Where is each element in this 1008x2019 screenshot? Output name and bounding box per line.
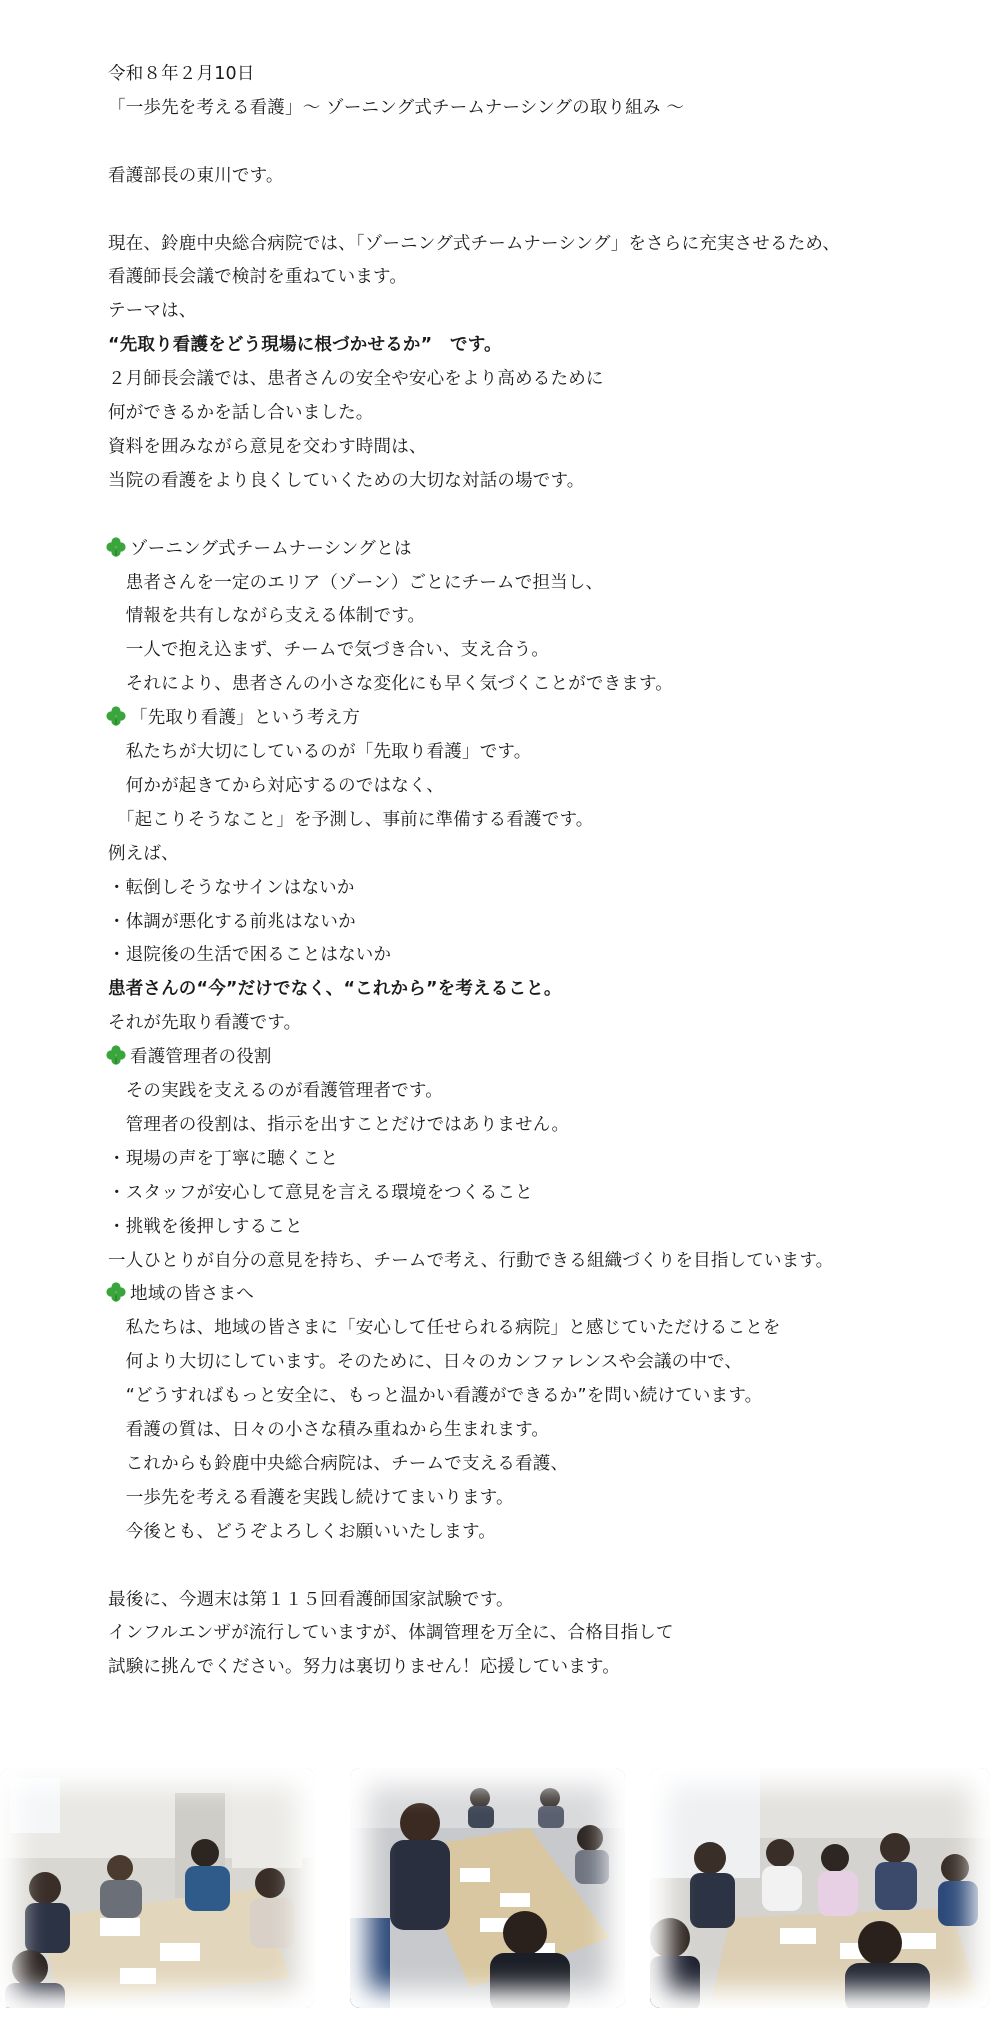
line-text: ゾーニング式チームナーシングとは bbox=[130, 538, 412, 559]
clover-icon bbox=[106, 1282, 126, 1302]
clover-icon bbox=[106, 706, 126, 726]
text-line bbox=[108, 1010, 301, 1036]
text-line bbox=[108, 1383, 762, 1409]
line-text: 最後に、今週末は第１１５回看護師国家試験です。 bbox=[108, 1589, 514, 1610]
line-text: 患者さんを一定のエリア（ゾーン）ごとにチームで担当し、 bbox=[108, 572, 604, 593]
text-line bbox=[108, 671, 673, 697]
text-line bbox=[108, 1654, 620, 1680]
line-text: “先取り看護をどう現場に根づかせるか” です。 bbox=[108, 335, 502, 356]
text-line bbox=[108, 1214, 303, 1240]
text-line bbox=[108, 1587, 514, 1613]
section-heading bbox=[106, 536, 412, 562]
line-text: 私たちは、地域の皆さまに「安心して任せられる病院」と感じていただけることを bbox=[108, 1318, 781, 1339]
line-text: 現在、鈴鹿中央総合病院では、「ゾーニング式チームナーシング」をさらに充実させるため、 bbox=[108, 233, 841, 254]
text-line bbox=[108, 773, 444, 799]
line-text: その実践を支えるのが看護管理者です。 bbox=[108, 1081, 443, 1101]
text-line bbox=[108, 298, 197, 324]
line-text: それが先取り看護です。 bbox=[108, 1013, 302, 1034]
text-line bbox=[108, 95, 684, 121]
line-text: ・現場の声を丁寧に聴くこと bbox=[108, 1148, 339, 1169]
meeting-photo-1 bbox=[0, 1768, 315, 2008]
text-line bbox=[108, 807, 593, 833]
text-line bbox=[108, 1078, 443, 1104]
line-text: ・体調が悪化する前兆はないか bbox=[108, 911, 356, 932]
text-line bbox=[108, 1315, 781, 1341]
text-line bbox=[108, 942, 391, 968]
line-text: 例えば、 bbox=[108, 843, 179, 864]
line-text: ・スタッフが安心して意見を言える環境をつくること bbox=[108, 1182, 533, 1203]
text-line bbox=[108, 841, 179, 867]
text-line bbox=[108, 434, 427, 460]
line-text: ・転倒しそうなサインはないか bbox=[108, 877, 355, 898]
text-line bbox=[108, 231, 840, 257]
text-line bbox=[108, 875, 355, 901]
text-line bbox=[108, 1112, 569, 1138]
line-text: テーマは、 bbox=[108, 301, 197, 322]
text-line bbox=[108, 1146, 338, 1172]
line-text: ・退院後の生活で困ることはないか bbox=[108, 945, 392, 966]
line-text: 地域の皆さまへ bbox=[130, 1284, 254, 1305]
text-line bbox=[108, 332, 502, 358]
text-line bbox=[108, 400, 374, 426]
line-text: 当院の看護をより良くしていくための大切な対話の場です。 bbox=[108, 470, 585, 491]
text-line bbox=[108, 603, 425, 629]
text-line bbox=[108, 468, 585, 494]
line-text: 看護の質は、日々の小さな積み重ねから生まれます。 bbox=[108, 1420, 550, 1440]
line-text: 何ができるかを話し合いました。 bbox=[108, 403, 374, 423]
clover-icon bbox=[106, 537, 126, 557]
text-line bbox=[108, 163, 284, 189]
text-line bbox=[108, 570, 603, 596]
photo-strip bbox=[0, 1768, 1008, 2008]
text-line bbox=[108, 1485, 514, 1511]
text-line bbox=[108, 1519, 496, 1545]
line-text: 一人で抱え込まず、チームで気づき合い、支え合う。 bbox=[108, 640, 550, 661]
line-text: 「先取り看護」という考え方 bbox=[130, 708, 361, 729]
line-text: 看護管理者の役割 bbox=[130, 1047, 272, 1068]
text-line bbox=[108, 366, 604, 392]
line-text: 何より大切にしています。そのために、日々のカンファレンスや会議の中で、 bbox=[108, 1352, 743, 1373]
line-text: “どうすればもっと安全に、もっと温かい看護ができるか”を問い続けています。 bbox=[108, 1386, 763, 1407]
line-text: インフルエンザが流行していますが、体調管理を万全に、合格目指して bbox=[108, 1623, 674, 1644]
text-line bbox=[108, 976, 562, 1002]
line-text: 「起こりそうなこと」を予測し、事前に準備する看護です。 bbox=[108, 809, 594, 830]
meeting-photo-2 bbox=[350, 1768, 625, 2008]
section-heading bbox=[106, 705, 360, 731]
line-text: ・挑戦を後押しすること bbox=[108, 1216, 303, 1237]
clover-icon bbox=[106, 1045, 126, 1065]
section-heading bbox=[106, 1281, 254, 1307]
text-line bbox=[108, 61, 255, 87]
text-line bbox=[108, 739, 531, 765]
text-line bbox=[108, 1248, 833, 1274]
line-text: 管理者の役割は、指示を出すことだけではありません。 bbox=[108, 1114, 570, 1135]
line-text: 令和８年２月10日 bbox=[108, 64, 255, 84]
line-text: 資料を囲みながら意見を交わす時間は、 bbox=[108, 436, 427, 457]
text-line bbox=[108, 1417, 549, 1443]
line-text: 情報を共有しながら支える体制です。 bbox=[108, 606, 426, 627]
line-text: 何かが起きてから対応するのではなく、 bbox=[108, 775, 444, 796]
text-line bbox=[108, 1349, 742, 1375]
text-line bbox=[108, 1620, 674, 1646]
meeting-photo-3 bbox=[650, 1768, 990, 2008]
text-line bbox=[108, 1451, 568, 1477]
line-text: それにより、患者さんの小さな変化にも早く気づくことができます。 bbox=[108, 674, 673, 695]
line-text: 私たちが大切にしているのが「先取り看護」です。 bbox=[108, 742, 532, 762]
line-text: 患者さんの“今”だけでなく、“これから”を考えること。 bbox=[108, 979, 562, 1000]
text-line bbox=[108, 909, 356, 935]
text-line bbox=[108, 264, 407, 290]
line-text: 今後とも、どうぞよろしくお願いいたします。 bbox=[108, 1521, 496, 1542]
text-line bbox=[108, 1180, 533, 1206]
line-text: 「一歩先を考える看護」～ ゾーニング式チームナーシングの取り組み ～ bbox=[108, 97, 685, 118]
line-text: 看護部長の東川です。 bbox=[108, 165, 284, 186]
line-text: これからも鈴鹿中央総合病院は、チームで支える看護、 bbox=[108, 1453, 569, 1474]
line-text: ２月師長会議では、患者さんの安全や安心をより高めるために bbox=[108, 369, 604, 390]
text-line bbox=[108, 637, 549, 663]
line-text: 一人ひとりが自分の意見を持ち、チームで考え、行動できる組織づくりを目指しています。 bbox=[108, 1250, 834, 1271]
line-text: 看護師長会議で検討を重ねています。 bbox=[108, 267, 408, 288]
line-text: 試験に挑んでください。努力は裏切りません！応援しています。 bbox=[108, 1657, 620, 1678]
line-text: 一歩先を考える看護を実践し続けてまいります。 bbox=[108, 1487, 514, 1508]
section-heading bbox=[106, 1044, 272, 1070]
